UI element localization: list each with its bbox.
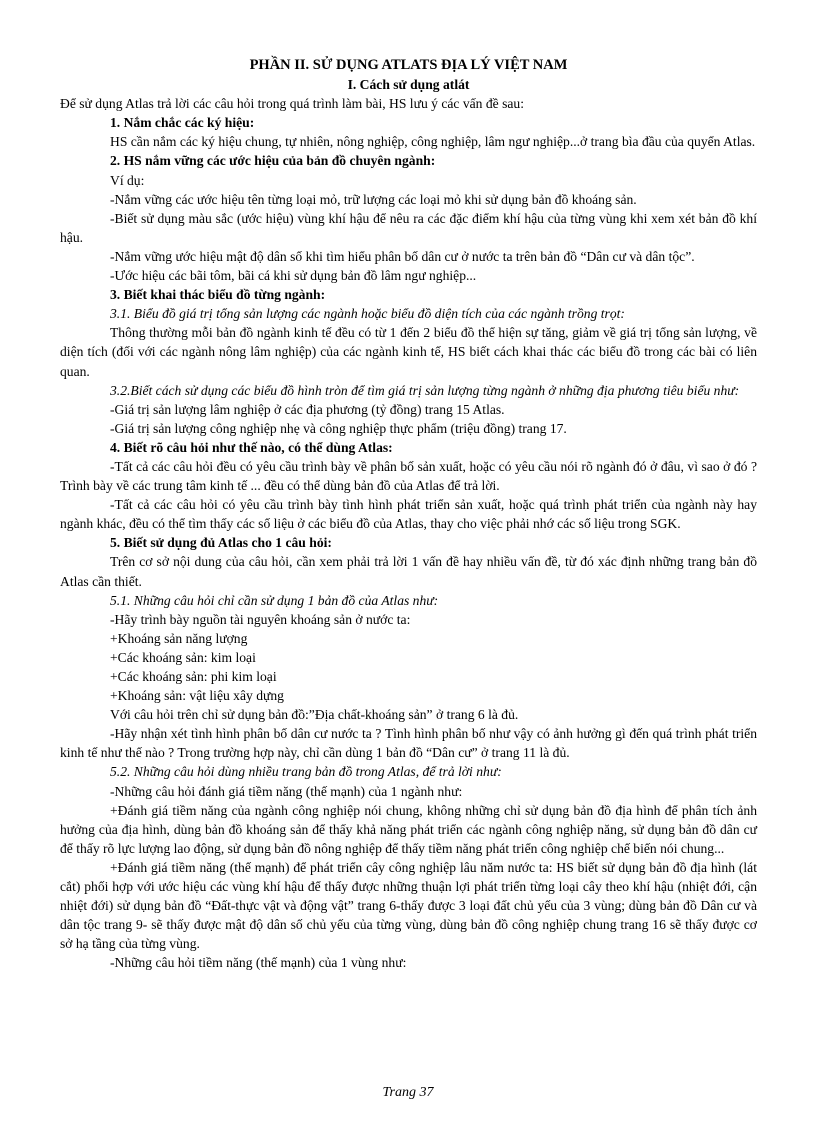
paragraph: -Những câu hỏi tiềm năng (thế mạnh) của 1 vùng như: (110, 955, 407, 971)
subheading-5-2: 5.2. Những câu hỏi dùng nhiều trang bản đồ trong Atlas, để trả lời như: (110, 764, 502, 780)
paragraph: -Tất cả các câu hỏi có yêu cầu trình bày tình hình phát triển sản xuất, hoặc quá trình phát triển của ngành này hay ngành khác, đều có thể tìm thấy các số liệu ở các biểu đồ của Atlas, thay cho việc phải nhớ các số liệu trong SGK. (60, 497, 757, 532)
section-heading: I. Cách sử dụng atlát (347, 77, 470, 93)
paragraph: HS cần nắm các ký hiệu chung, tự nhiên, nông nghiệp, công nghiệp, lâm ngư nghiệp...ở trang bìa đầu của quyển Atlas. (110, 134, 756, 150)
subheading-3-1: 3.1. Biểu đồ giá trị tổng sản lượng các ngành hoặc biểu đồ diện tích của các ngành trồng trọt: (110, 306, 625, 322)
heading-1: 1. Nắm chắc các ký hiệu: (110, 115, 255, 131)
list-item: +Khoáng sản: vật liệu xây dựng (110, 688, 284, 704)
paragraph: Trên cơ sở nội dung của câu hỏi, cần xem phải trả lời 1 vấn đề hay nhiều vấn đề, từ đó xác định những trang bản đồ Atlas cần thiết. (60, 554, 757, 589)
heading-2: 2. HS nắm vững các ước hiệu của bản đồ chuyên ngành: (110, 153, 436, 169)
page-number: Trang 37 (382, 1085, 434, 1100)
paragraph: +Đánh giá tiềm năng (thế mạnh) để phát triển cây công nghiệp lâu năm nước ta: HS biết sử dụng bản đồ địa hình (lát cắt) phối hợp với ước hiệu các vùng khí hậu để thấy được những thuận lợi phát triển từng loại cây theo khí hậu (nhiệt đới, cận nhiệt đới) sử dụng bản đồ “Đất-thực vật và động vật” trang 6-thấy được 3 loại đất chủ yếu của 3 vùng; dùng bản đồ Dân cư và dân tộc trang 9- sẽ thấy được mật độ dân số chủ yếu của từng vùng, dùng bản đồ công nghiệp chung trang 16 sẽ thấy được cơ sở hạ tầng của từng vùng. (60, 859, 757, 952)
paragraph: -Giá trị sản lượng lâm nghiệp ở các địa phương (tỷ đồng) trang 15 Atlas. (110, 401, 505, 417)
list-item: +Khoáng sản năng lượng (110, 630, 248, 646)
paragraph: -Nắm vững các ước hiệu tên từng loại mỏ, trữ lượng các loại mỏ khi sử dụng bản đồ khoáng sản. (110, 191, 637, 207)
heading-3: 3. Biết khai thác biểu đồ từng ngành: (110, 287, 326, 303)
paragraph: -Hãy nhận xét tình hình phân bố dân cư nước ta ? Tình hình phân bố như vậy có ảnh hưởng gì đến quá trình phát triển kinh tế như thế nào ? Trong trường hợp này, chỉ cần dùng 1 bản đồ “Dân cư” ở trang 11 là đủ. (60, 726, 757, 761)
heading-5: 5. Biết sử dụng đủ Atlas cho 1 câu hỏi: (110, 535, 332, 551)
heading-4: 4. Biết rõ câu hỏi như thế nào, có thể dùng Atlas: (110, 439, 393, 455)
subheading-3-2: 3.2.Biết cách sử dụng các biểu đồ hình tròn để tìm giá trị sản lượng từng ngành ở những địa phương tiêu biểu như: (110, 382, 740, 398)
list-item: +Các khoáng sản: kim loại (110, 649, 256, 665)
paragraph: -Giá trị sản lượng công nghiệp nhẹ và công nghiệp thực phẩm (triệu đồng) trang 17. (110, 420, 567, 436)
paragraph: -Hãy trình bày nguồn tài nguyên khoáng sản ở nước ta: (110, 611, 411, 627)
paragraph: Ví dụ: (110, 172, 145, 188)
paragraph: Với câu hỏi trên chỉ sử dụng bản đồ:”Địa chất-khoáng sản” ở trang 6 là đủ. (110, 707, 519, 723)
page-title: PHẦN II. SỬ DỤNG ATLATS ĐỊA LÝ VIỆT NAM (249, 57, 568, 73)
document-page (60, 56, 757, 973)
list-item: +Các khoáng sản: phi kim loại (110, 669, 277, 684)
paragraph: +Đánh giá tiềm năng của ngành công nghiệp nói chung, không những chỉ sử dụng bản đồ địa hình để phân tích ảnh hưởng của địa hình, dùng bản đồ khoáng sản để thấy khả năng phát triển các ngành công nghiệp năng, sử dụng bản đồ dân cư để thấy rõ lực lượng lao động, sử dụng bản đồ nông nghiệp để thấy tiềm năng phát triển công nghiệp chế biến nói chung... (60, 802, 757, 856)
paragraph: -Nắm vững ước hiệu mật độ dân số khi tìm hiểu phân bố dân cư ở nước ta trên bản đồ “Dân cư và dân tộc”. (110, 248, 695, 264)
paragraph: -Ước hiệu các bãi tôm, bãi cá khi sử dụng bản đồ lâm ngư nghiệp... (110, 268, 477, 284)
subheading-5-1: 5.1. Những câu hỏi chỉ cần sử dụng 1 bản đồ của Atlas như: (110, 592, 439, 608)
intro-paragraph: Để sử dụng Atlas trả lời các câu hỏi trong quá trình làm bài, HS lưu ý các vấn đề sau: (60, 96, 524, 112)
paragraph: -Biết sử dụng màu sắc (ước hiệu) vùng khí hậu để nêu ra các đặc điểm khí hậu của từng vùng khi xem xét bản đồ khí hậu. (60, 210, 757, 245)
paragraph: -Những câu hỏi đánh giá tiềm năng (thế mạnh) của 1 ngành như: (110, 783, 463, 799)
paragraph: Thông thường mỗi bản đồ ngành kinh tế đều có từ 1 đến 2 biểu đồ thể hiện sự tăng, giảm về giá trị tổng sản lượng, về diện tích (đối với các ngành nông lâm nghiệp) của các ngành kinh tế, HS biết cách khai thác các biểu đồ trong các bài có liên quan. (60, 325, 757, 379)
paragraph: -Tất cả các câu hỏi đều có yêu cầu trình bày về phân bố sản xuất, hoặc có yêu cầu nói rõ ngành đó ở đâu, vì sao ở đó ? Trình bày về các trung tâm kinh tế ... đều có thể dùng bản đồ của Atlas để trả lời. (60, 458, 757, 494)
